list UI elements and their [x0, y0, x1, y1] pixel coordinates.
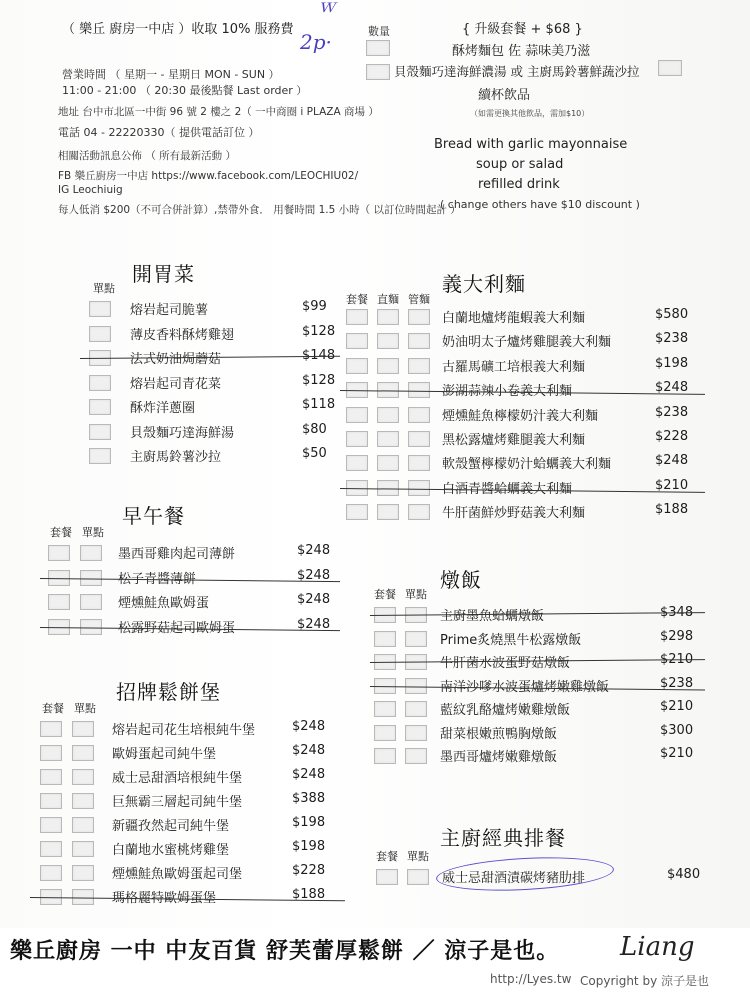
- brunch-col-single: 單點: [82, 526, 104, 539]
- pasta-item-name: 澎湖蒜辣小卷義大利麵: [442, 384, 573, 400]
- burger-item-name: 巨無霸三層起司純牛堡: [112, 795, 243, 810]
- risotto-col-single: 單點: [405, 588, 427, 601]
- appetizer-item-5-qty-box-0[interactable]: [89, 424, 111, 440]
- pasta-item-name: 牛肝菌鮮炒野菇義大利麵: [442, 506, 586, 522]
- brunch-item-0-qty-box-1[interactable]: [80, 545, 102, 561]
- burger-item-3-qty-box-1[interactable]: [72, 793, 94, 809]
- brunch-item-price: $248: [297, 567, 331, 583]
- appetizer-item-name: 法式奶油焗蘑菇: [130, 352, 222, 367]
- burger-item-1-qty-box-0[interactable]: [40, 745, 62, 761]
- risotto-item-price: $298: [660, 628, 694, 644]
- phone: 電話 04 - 22220330（ 提供電話訂位 ）: [58, 126, 260, 139]
- pasta-item-name: 古羅馬礦工培根義大利麵: [442, 359, 586, 375]
- risotto-item-5-qty-box-1[interactable]: [405, 725, 427, 741]
- pasta-item-price: $238: [655, 404, 689, 420]
- set-upgrade-line1: 酥烤麵包 佐 蒜味美乃滋: [452, 44, 591, 59]
- risotto-item-name: 主廚墨魚蛤蠣燉飯: [440, 609, 545, 624]
- hours-times: 11:00 - 21:00 （ 20:30 最後點餐 Last order ）: [62, 84, 308, 97]
- section-title-steak: 主廚經典排餐: [440, 826, 566, 850]
- pasta-item-price: $238: [655, 331, 689, 347]
- burger-col-single: 單點: [74, 702, 96, 715]
- pasta-item-8-qty-box-2[interactable]: [408, 504, 430, 520]
- burger-item-price: $248: [292, 767, 326, 782]
- pasta-col-set: 套餐: [346, 293, 368, 306]
- pasta-item-1-qty-box-1[interactable]: [377, 333, 399, 349]
- risotto-item-1-qty-box-0[interactable]: [374, 631, 396, 647]
- brunch-item-price: $248: [297, 543, 331, 558]
- section-title-brunch: 早午餐: [122, 504, 185, 528]
- pasta-item-price: $210: [655, 477, 689, 493]
- appetizer-item-name: 酥炸洋蔥圈: [130, 401, 196, 416]
- burger-item-price: $228: [292, 863, 326, 878]
- section-title-risotto: 燉飯: [440, 568, 482, 592]
- burger-item-5-qty-box-0[interactable]: [40, 841, 62, 857]
- appetizer-item-name: 熔岩起司青花菜: [130, 376, 222, 392]
- pasta-item-price: $580: [655, 307, 689, 322]
- pasta-item-1-qty-box-0[interactable]: [346, 333, 368, 349]
- appetizer-item-price: $118: [302, 397, 336, 412]
- burger-item-5-qty-box-1[interactable]: [72, 841, 94, 857]
- risotto-item-1-qty-box-1[interactable]: [405, 631, 427, 647]
- appetizer-item-name: 薄皮香料酥烤雞翅: [130, 327, 235, 343]
- appetizer-item-price: $50: [302, 446, 327, 461]
- steak-col-set: 套餐: [376, 850, 398, 863]
- quantity-box-1[interactable]: [366, 40, 390, 56]
- risotto-item-name: Prime炙燒黑牛松露燉飯: [440, 632, 582, 648]
- instagram-handle: IG Leochiuig: [58, 184, 123, 196]
- steak-item-price: $480: [667, 867, 701, 882]
- pasta-item-4-qty-box-2[interactable]: [408, 407, 430, 423]
- appetizer-item-0-qty-box-0[interactable]: [89, 301, 111, 317]
- pasta-col-straight: 直麵: [377, 293, 399, 306]
- brunch-item-price: $248: [297, 592, 331, 607]
- burger-item-name: 威士忌甜酒培根純牛堡: [112, 771, 243, 786]
- pasta-item-0-qty-box-0[interactable]: [346, 309, 368, 325]
- pasta-item-4-qty-box-0[interactable]: [346, 407, 368, 423]
- burger-item-name: 熔岩起司花生培根純牛堡: [112, 723, 256, 738]
- burger-item-price: $188: [292, 887, 326, 902]
- brunch-col-set: 套餐: [50, 526, 72, 539]
- appetizer-item-price: $128: [302, 323, 336, 339]
- pasta-item-8-qty-box-1[interactable]: [377, 504, 399, 520]
- pasta-item-5-qty-box-2[interactable]: [408, 431, 430, 447]
- appetizer-item-1-qty-box-0[interactable]: [89, 326, 111, 342]
- risotto-item-4-qty-box-1[interactable]: [405, 701, 427, 717]
- burger-item-2-qty-box-1[interactable]: [72, 769, 94, 785]
- pasta-item-price: $248: [655, 380, 689, 396]
- pasta-item-name: 軟殼蟹檸檬奶汁蛤蠣義大利麵: [442, 457, 612, 473]
- steak-col-single: 單點: [407, 850, 429, 863]
- pasta-item-name: 奶油明太子爐烤雞腿義大利麵: [442, 335, 612, 351]
- burger-item-6-qty-box-0[interactable]: [40, 865, 62, 881]
- footer-copyright: Copyright by 涼子是也: [580, 974, 709, 988]
- brunch-item-2-qty-box-0[interactable]: [48, 594, 70, 610]
- risotto-col-set: 套餐: [374, 588, 396, 601]
- burger-col-set: 套餐: [42, 702, 64, 715]
- brunch-item-2-qty-box-1[interactable]: [80, 594, 102, 610]
- appetizer-col-single: 單點: [93, 282, 115, 295]
- set-upgrade-title: { 升級套餐 + $68 }: [462, 22, 583, 37]
- brunch-item-0-qty-box-0[interactable]: [48, 545, 70, 561]
- set-upgrade-note-cn: （如需更換其他飲品，需加$10）: [470, 109, 590, 118]
- risotto-item-name: 墨西哥爐烤嫩雞燉飯: [440, 750, 558, 765]
- pasta-item-price: $248: [655, 453, 689, 469]
- appetizer-item-price: $128: [302, 372, 336, 388]
- risotto-item-4-qty-box-0[interactable]: [374, 701, 396, 717]
- pasta-item-0-qty-box-1[interactable]: [377, 309, 399, 325]
- pasta-item-6-qty-box-0[interactable]: [346, 455, 368, 471]
- section-title-burger: 招牌鬆餅堡: [116, 680, 221, 704]
- brunch-item-name: 煙燻鮭魚歐姆蛋: [118, 596, 210, 611]
- pasta-item-name: 煙燻鮭魚檸檬奶汁義大利麵: [442, 408, 599, 424]
- burger-item-4-qty-box-1[interactable]: [72, 817, 94, 833]
- risotto-item-name: 藍紋乳酪爐烤嫩雞燉飯: [440, 703, 571, 718]
- pasta-item-4-qty-box-1[interactable]: [377, 407, 399, 423]
- banner-title: 樂丘廚房 一中 中友百貨 舒芙蕾厚鬆餅 ／ 涼子是也。: [10, 939, 560, 964]
- burger-item-price: $198: [292, 839, 326, 854]
- pasta-item-8-qty-box-0[interactable]: [346, 504, 368, 520]
- event-info: 相關活動訊息公佈 （ 所有最新活動 ）: [58, 150, 237, 162]
- pasta-item-5-qty-box-0[interactable]: [346, 431, 368, 447]
- burger-item-name: 新疆孜然起司純牛堡: [112, 819, 230, 834]
- steak-item-0-qty-box-1[interactable]: [407, 869, 429, 885]
- burger-item-name: 瑪格麗特歐姆蛋堡: [112, 891, 217, 906]
- appetizer-item-6-qty-box-0[interactable]: [89, 448, 111, 464]
- pasta-item-2-qty-box-1[interactable]: [377, 358, 399, 374]
- pasta-item-price: $198: [655, 355, 689, 371]
- risotto-item-price: $210: [660, 652, 694, 667]
- burger-item-6-qty-box-1[interactable]: [72, 865, 94, 881]
- set-upgrade-en1: Bread with garlic mayonnaise: [434, 137, 628, 152]
- appetizer-item-name: 熔岩起司脆薯: [130, 303, 209, 318]
- appetizer-item-3-qty-box-0[interactable]: [89, 375, 111, 391]
- pasta-item-6-qty-box-2[interactable]: [408, 455, 430, 471]
- burger-item-3-qty-box-0[interactable]: [40, 793, 62, 809]
- set-upgrade-en2: soup or salad: [476, 157, 564, 172]
- footer-url[interactable]: http://Lyes.tw: [490, 972, 572, 986]
- store-service-charge: （ 樂丘 廚房一中店 ）收取 10% 服務費: [62, 22, 294, 37]
- pasta-item-5-qty-box-1[interactable]: [377, 431, 399, 447]
- burger-item-0-qty-box-0[interactable]: [40, 721, 62, 737]
- burger-item-name: 歐姆蛋起司純牛堡: [112, 747, 217, 762]
- burger-item-1-qty-box-1[interactable]: [72, 745, 94, 761]
- handwritten-mark-mid: 2p·: [300, 30, 332, 54]
- pasta-item-name: 黑松露爐烤雞腿義大利麵: [442, 433, 586, 448]
- burger-item-name: 煙燻鮭魚歐姆蛋起司堡: [112, 867, 243, 882]
- risotto-item-price: $300: [660, 722, 694, 738]
- appetizer-item-price: $80: [302, 421, 327, 437]
- risotto-item-name: 南洋沙嗲水波蛋爐烤嫩雞燉飯: [440, 679, 610, 695]
- appetizer-item-price: $148: [302, 348, 336, 363]
- brunch-item-name: 墨西哥雞肉起司薄餅: [118, 547, 236, 562]
- facebook-link: FB 樂丘廚房一中店 https://www.facebook.com/LEOCHIU02/: [58, 170, 359, 182]
- risotto-item-6-qty-box-1[interactable]: [405, 748, 427, 764]
- signature-logo: Liang: [620, 932, 695, 962]
- pasta-col-tube: 管麵: [408, 293, 430, 306]
- risotto-item-5-qty-box-0[interactable]: [374, 725, 396, 741]
- burger-item-price: $388: [292, 791, 326, 806]
- set-upgrade-en3: refilled drink: [478, 177, 560, 192]
- set-upgrade-line2: 貝殼麵巧達海鮮濃湯 或 主廚馬鈴薯鮮蔬沙拉: [394, 64, 640, 79]
- pasta-item-name: 白蘭地爐烤龍蝦義大利麵: [442, 311, 586, 326]
- appetizer-item-price: $99: [302, 299, 327, 314]
- burger-item-name: 白蘭地水蜜桃烤雞堡: [112, 843, 230, 858]
- steak-item-name: 威士忌甜酒漬碳烤豬肋排: [442, 871, 586, 886]
- section-title-pasta: 義大利麵: [442, 272, 526, 296]
- burger-item-price: $198: [292, 815, 326, 830]
- risotto-item-price: $348: [660, 605, 694, 620]
- quantity-label: 數量: [368, 25, 390, 38]
- quantity-box-2[interactable]: [366, 64, 390, 80]
- pasta-item-1-qty-box-2[interactable]: [408, 333, 430, 349]
- pasta-item-price: $188: [655, 502, 689, 518]
- risotto-item-price: $210: [660, 746, 694, 761]
- burger-item-price: $248: [292, 743, 326, 758]
- brunch-item-price: $248: [297, 616, 331, 632]
- pasta-item-name: 白酒青醬蛤蠣義大利麵: [442, 481, 573, 497]
- risotto-item-6-qty-box-0[interactable]: [374, 748, 396, 764]
- risotto-item-price: $238: [660, 675, 694, 691]
- appetizer-item-name: 主廚馬鈴薯沙拉: [130, 450, 222, 465]
- pasta-item-2-qty-box-0[interactable]: [346, 358, 368, 374]
- set-upgrade-line3: 續杯飲品: [478, 88, 531, 103]
- handwritten-mark-top: ｗ: [318, 0, 336, 17]
- min-charge-note: 每人低消 $200（不可合併計算）,禁帶外食． 用餐時間 1.5 小時（ 以訂位時間起計 ）: [58, 204, 461, 216]
- brunch-item-name: 松子青醬薄餅: [118, 571, 197, 587]
- address: 地址 台中市北區一中街 96 號 2 樓之 2（ 一中商圈 i PLAZA 商場 ）: [58, 106, 379, 118]
- hours-label: 營業時間 （ 星期一 - 星期日 MON - SUN ）: [62, 68, 280, 81]
- brunch-item-name: 松露野菇起司歐姆蛋: [118, 620, 236, 636]
- quantity-box-3[interactable]: [658, 60, 682, 76]
- risotto-item-name: 牛肝菌水波蛋野菇燉飯: [440, 656, 571, 671]
- pasta-item-2-qty-box-2[interactable]: [408, 358, 430, 374]
- risotto-item-name: 甜菜根嫩煎鴨胸燉飯: [440, 726, 558, 742]
- section-title-appetizer: 開胃菜: [132, 262, 195, 286]
- pasta-item-0-qty-box-2[interactable]: [408, 309, 430, 325]
- pasta-item-6-qty-box-1[interactable]: [377, 455, 399, 471]
- steak-item-0-qty-box-0[interactable]: [376, 869, 398, 885]
- risotto-item-price: $210: [660, 699, 694, 714]
- appetizer-item-name: 貝殼麵巧達海鮮湯: [130, 425, 235, 441]
- burger-item-price: $248: [292, 719, 326, 734]
- set-upgrade-en-note: ( change others have $10 discount ): [440, 198, 640, 211]
- burger-item-0-qty-box-1[interactable]: [72, 721, 94, 737]
- appetizer-item-4-qty-box-0[interactable]: [89, 399, 111, 415]
- pasta-item-price: $228: [655, 429, 689, 444]
- burger-item-4-qty-box-0[interactable]: [40, 817, 62, 833]
- burger-item-2-qty-box-0[interactable]: [40, 769, 62, 785]
